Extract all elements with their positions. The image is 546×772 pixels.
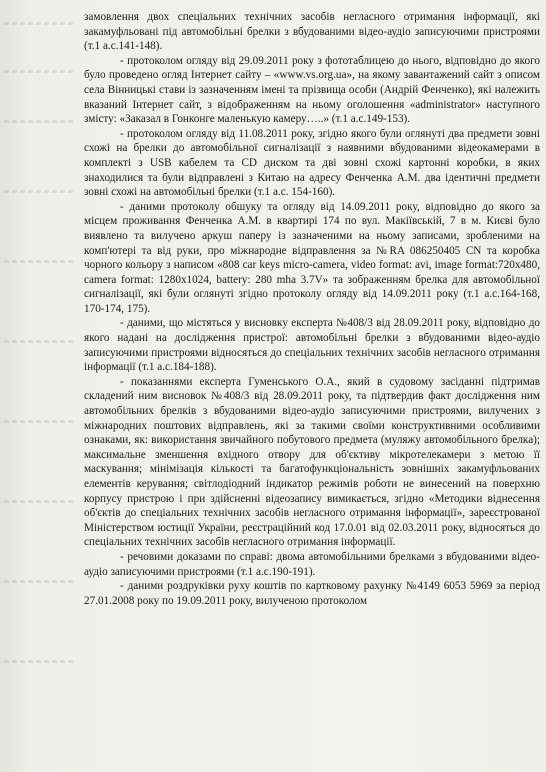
paragraph-inspection-keyfobs: - протоколом огляду від 11.08.2011 року, згідно якого були оглянуті два предмети зовні схожі на брелки до автомобільної сигналізації з наявними вбудованими відеокамерами в комплекті з USB кабелем та CD диском та дві зовні схожі картонні коробки, в яких знаходилися та були відправлені з Китаю на адресу Фенченка А.М. два ідентичні предмети зовні схожі на автомобільні брелки (т.1 а.с. 154-160). <box>84 127 540 199</box>
bleed-through-mark <box>4 660 74 663</box>
paragraph-bank-statement: - даними роздруківки руху коштів по картковому рахунку №4149 6053 5969 за період 27.01.2008 року по 19.09.2011 року, вилученою протоколом <box>84 580 540 607</box>
paragraph-search-protocol: - даними протоколу обшуку та огляду від 14.09.2011 року, відповідно до якого за місцем проживання Фенченка А.М. в квартирі 174 по вул. Макіївській, 7 в м. Києві було виявлено та вилучено аркуш паперу із зазначеними на ньому записами, зробленими на комп'ютері та від руки, про міжнародне відправлення за №RA 086250405 CN та коробка чорного кольору з написом «808 car keys micro-camera, video format: avi, image format:720x480, camera format: 1280x1024, battery: 280 mha 3.7V» та зображенням брелка для автомобільної сигналізації, які були оглянуті згідно протоколу огляду від 14.09.2011 року (т.1 а.с.164-168, 170-174, 175). <box>84 200 540 315</box>
bleed-through-mark <box>4 120 74 123</box>
bleed-through-mark <box>4 500 74 503</box>
bleed-through-mark <box>4 260 74 263</box>
document-body <box>84 10 540 608</box>
bleed-through-mark <box>4 190 74 193</box>
paragraph-material-evidence: - речовими доказами по справі: двома автомобільними брелками з вбудованими відео-аудіо записуючими пристроями (т.1 а.с.190-191). <box>84 550 540 578</box>
paragraph-continuation: замовлення двох спеціальних технічних засобів негласного отримання інформації, які закамуфльовані під автомобільні брелки з вбудованими відео-аудіо записуючими пристроями (т.1 а.с.141-148). <box>84 11 540 53</box>
bleed-through-mark <box>4 340 74 343</box>
bleed-through-mark <box>4 22 74 25</box>
paragraph-expert-conclusion: - даними, що містяться у висновку експерта №408/3 від 28.09.2011 року, відповідно до якого надані на дослідження пристрої: автомобільні брелки з вбудованими відео-аудіо записуючими пристроями відносяться до спеціальних технічних засобів негласного отримання інформації (т.1 а.с.184-188). <box>84 317 540 374</box>
bleed-through-mark <box>4 580 74 583</box>
bleed-through-mark <box>4 420 74 423</box>
paragraph-expert-testimony: - показаннями експерта Гуменського О.А., який в судовому засіданні підтримав складений ним висновок №408/3 від 28.09.2011 року, та підтвердив факт дослідження ним автомобільних брелків з вбудованими відео-аудіо записуючими пристроями, вилучених з міжнародних поштових відправлень, які за такими своїми конструктивними особливими ознаками, як: використання звичайного побутового предмета (муляжу автомобільного брелка); максимальне зменшення вхідного отвору для об'єктиву мікротелекамери з метою її маскування; мінімізація кількості та багатофункціональність зовнішніх закамуфльованих елементів керування; світлодіодний індикатор режимів роботи не винесений на поверхню корпусу пристрою і при здійсненні відеозапису вимикається, згідно «Методики віднесення об'єктів до спеціальних технічних засобів негласного отримання інформації», зареєстрованої Міністерством юстиції України, реєстраційний код 17.0.01 від 02.03.2011 року, відносяться до спеціальних технічних засобів негласного отримання інформації. <box>84 375 540 549</box>
bleed-through-mark <box>4 70 74 73</box>
paragraph-inspection-website: - протоколом огляду від 29.09.2011 року з фототаблицею до нього, відповідно до якого було проведено огляд Інтернет сайту – «www.vs.org.ua», на якому завантажений сайт з описом села Вінницькі стави із зазначенням імені та прізвища особи (Андрій Фенченко), які належить вказаний Інтернет сайт, з відображенням на ньому оголошення «administrator» наступного змісту: «Заказал в Гонконге маленькую камеру…..» (т.1 а.с.149-153). <box>84 54 540 126</box>
